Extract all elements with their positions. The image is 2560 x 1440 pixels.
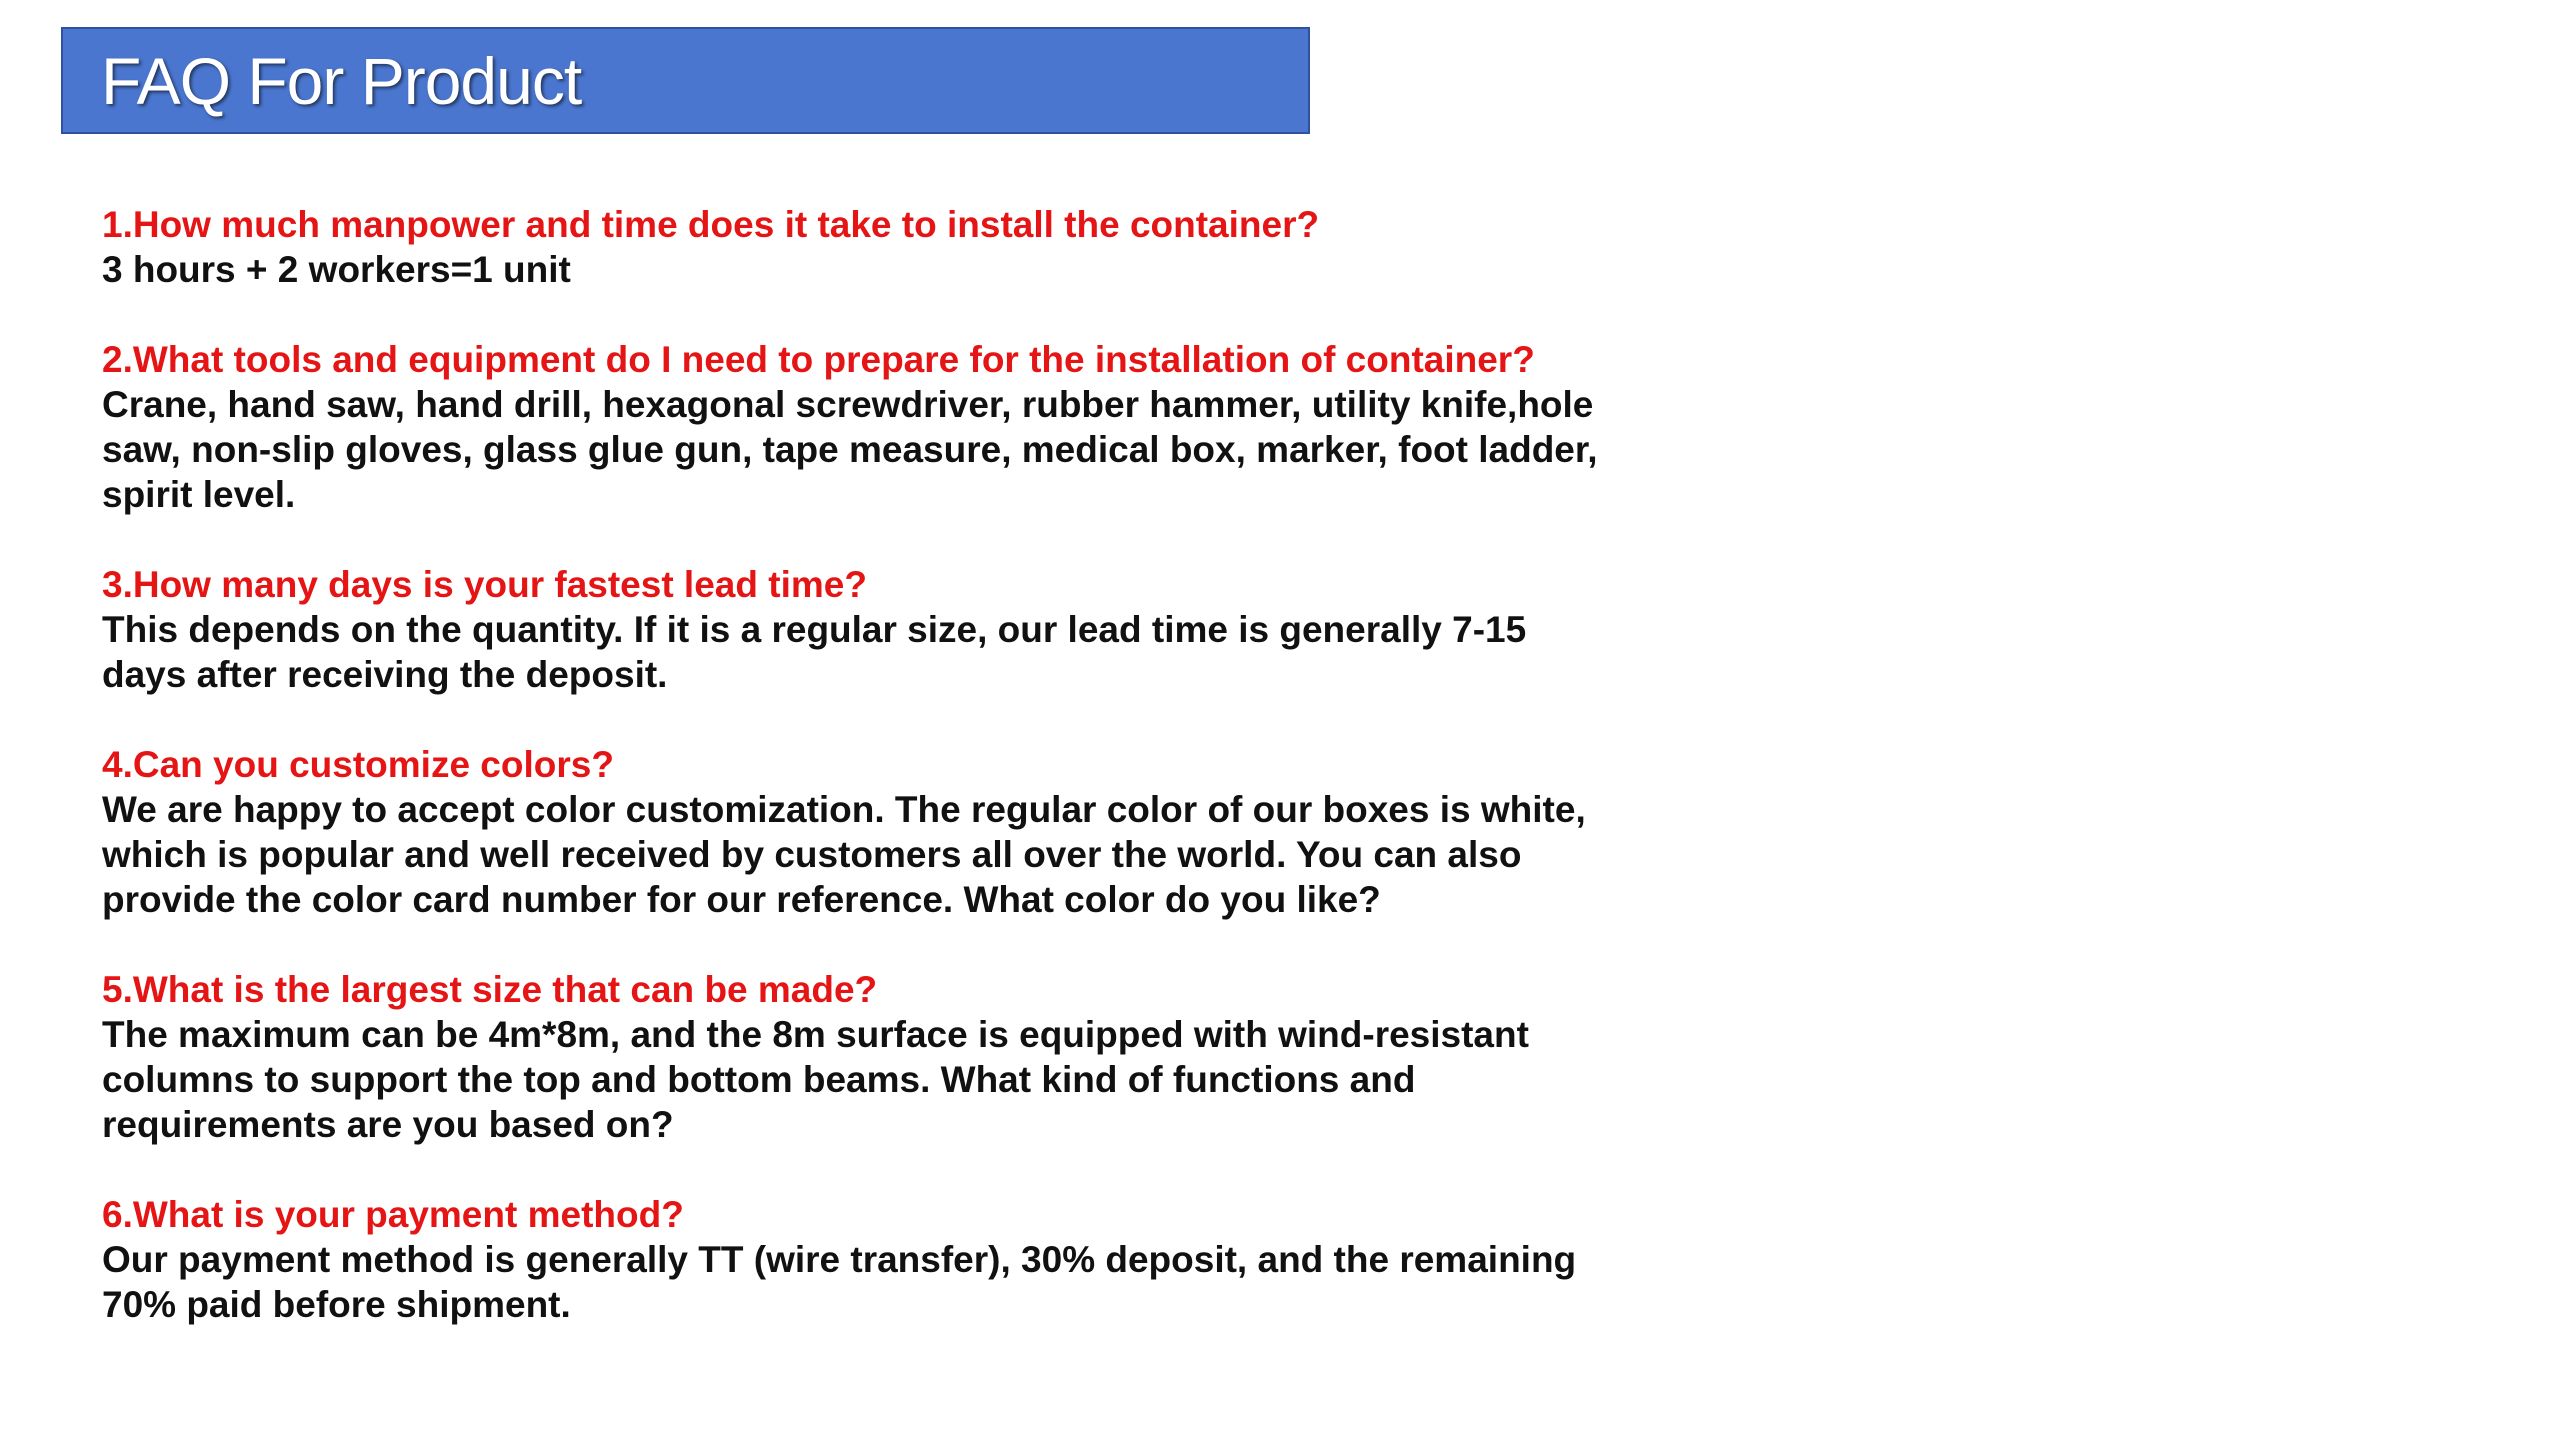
- faq-answer: The maximum can be 4m*8m, and the 8m surface is equipped with wind-resistant columns to support the top and bottom beams. What kind of functions and requirements are you based on?: [102, 1014, 1529, 1145]
- faq-answer: This depends on the quantity. If it is a regular size, our lead time is generally 7-15 days after receiving the deposit.: [102, 609, 1527, 695]
- faq-answer: Crane, hand saw, hand drill, hexagonal screwdriver, rubber hammer, utility knife,hole saw, non-slip gloves, glass glue gun, tape measure, medical box, marker, foot ladder, spirit level.: [102, 384, 1598, 515]
- faq-question: 2.What tools and equipment do I need to prepare for the installation of container?: [102, 339, 1535, 380]
- title-banner: [61, 27, 1310, 134]
- faq-question: 1.How much manpower and time does it take to install the container?: [102, 204, 1320, 245]
- faq-item-3: [102, 562, 1682, 697]
- faq-answer: 3 hours + 2 workers=1 unit: [102, 249, 571, 290]
- faq-answer: We are happy to accept color customization. The regular color of our boxes is white, which is popular and well received by customers all over the world. You can also provide the color card number for our reference. What color do you like?: [102, 789, 1586, 920]
- faq-question: 4.Can you customize colors?: [102, 744, 614, 785]
- faq-question: 5.What is the largest size that can be made?: [102, 969, 878, 1010]
- faq-list: [102, 202, 1682, 1372]
- faq-item-6: [102, 1192, 1682, 1327]
- faq-item-4: [102, 742, 1682, 922]
- faq-item-1: [102, 202, 1682, 292]
- faq-question: 3.How many days is your fastest lead time?: [102, 564, 867, 605]
- faq-item-2: [102, 337, 1682, 517]
- page-title: FAQ For Product: [101, 44, 582, 118]
- faq-question: 6.What is your payment method?: [102, 1194, 684, 1235]
- faq-item-5: [102, 967, 1682, 1147]
- faq-answer: Our payment method is generally TT (wire transfer), 30% deposit, and the remaining 70% paid before shipment.: [102, 1239, 1577, 1325]
